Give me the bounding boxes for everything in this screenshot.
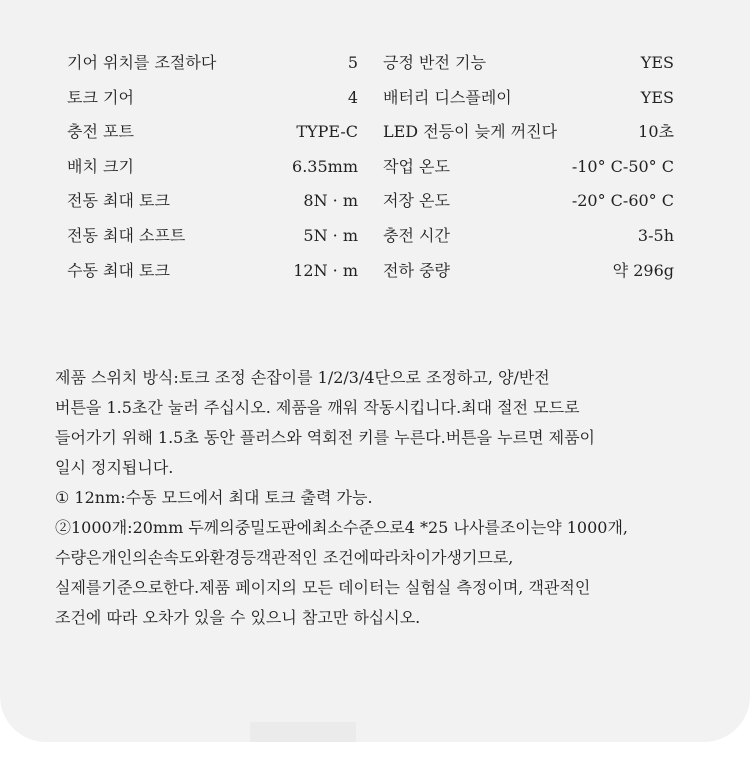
spec-label: 충전 시간 (383, 225, 450, 245)
note-line: ① 12nm:수동 모드에서 최대 토크 출력 가능. (55, 488, 373, 507)
note-line: 실제를기준으로한다.제품 페이지의 모든 데이터는 실험실 측정이며, 객관적인 (55, 578, 591, 597)
spec-value: 5N · m (303, 225, 358, 245)
spec-value: -20° C-60° C (571, 191, 674, 211)
note-line: 조건에 따라 오차가 있을 수 있으니 참고만 하십시오. (55, 608, 421, 627)
spec-label: 기어 위치를 조절하다 (67, 53, 217, 72)
spec-value: 6.35mm (292, 156, 358, 176)
spec-label: 배치 크기 (67, 156, 134, 176)
spec-row (0, 81, 750, 116)
note-line: 들어가기 위해 1.5초 동안 플러스와 역회전 키를 누른다.버튼을 누르면 제품이 (55, 428, 595, 447)
spec-value: 4 (347, 87, 358, 107)
spec-value: YES (640, 53, 674, 72)
spec-label: 토크 기어 (67, 87, 134, 107)
note-line: 일시 정지됩니다. (55, 458, 174, 477)
spec-label: 충전 포트 (67, 122, 134, 142)
spec-value: YES (640, 87, 674, 107)
spec-row (0, 150, 750, 185)
bottom-tab (250, 722, 356, 742)
spec-value: 12N · m (293, 260, 358, 280)
spec-value: 3-5h (637, 225, 674, 245)
spec-label: 전동 최대 소프트 (67, 225, 186, 245)
spec-value: 8N · m (303, 191, 358, 211)
spec-label: 작업 온도 (383, 156, 450, 176)
spec-row (0, 115, 750, 150)
spec-value: 10초 (638, 122, 674, 142)
notes-paragraph (55, 363, 725, 633)
spec-row (0, 184, 750, 219)
spec-label: 긍정 반전 기능 (383, 53, 486, 72)
spec-row (0, 219, 750, 254)
spec-label: 저장 온도 (383, 191, 450, 211)
note-line: 수량은개인의손속도와환경등객관적인 조건에따라차이가생기므로, (55, 548, 514, 567)
note-line: ②1000개:20mm 두께의중밀도판에최소수준으로4 *25 나사를조이는약 1000개, (55, 518, 628, 537)
spec-label: 전하 중량 (383, 260, 450, 280)
note-line: 버튼을 1.5초간 눌러 주십시오. 제품을 깨워 작동시킵니다.최대 절전 모드로 (55, 398, 580, 417)
spec-label: 수동 최대 토크 (67, 260, 170, 280)
spec-value: TYPE-C (296, 122, 358, 142)
spec-label: LED 전등이 늦게 꺼진다 (383, 122, 558, 142)
spec-label: 배터리 디스플레이 (383, 87, 512, 107)
spec-label: 전동 최대 토크 (67, 191, 170, 211)
spec-row (0, 46, 750, 81)
spec-table (0, 46, 750, 288)
spec-value: 약 296g (612, 260, 674, 280)
spec-row (0, 254, 750, 289)
spec-value: -10° C-50° C (571, 156, 674, 176)
note-line: 제품 스위치 방식:토크 조정 손잡이를 1/2/3/4단으로 조정하고, 양/반전 (55, 368, 550, 387)
spec-value: 5 (347, 53, 358, 72)
